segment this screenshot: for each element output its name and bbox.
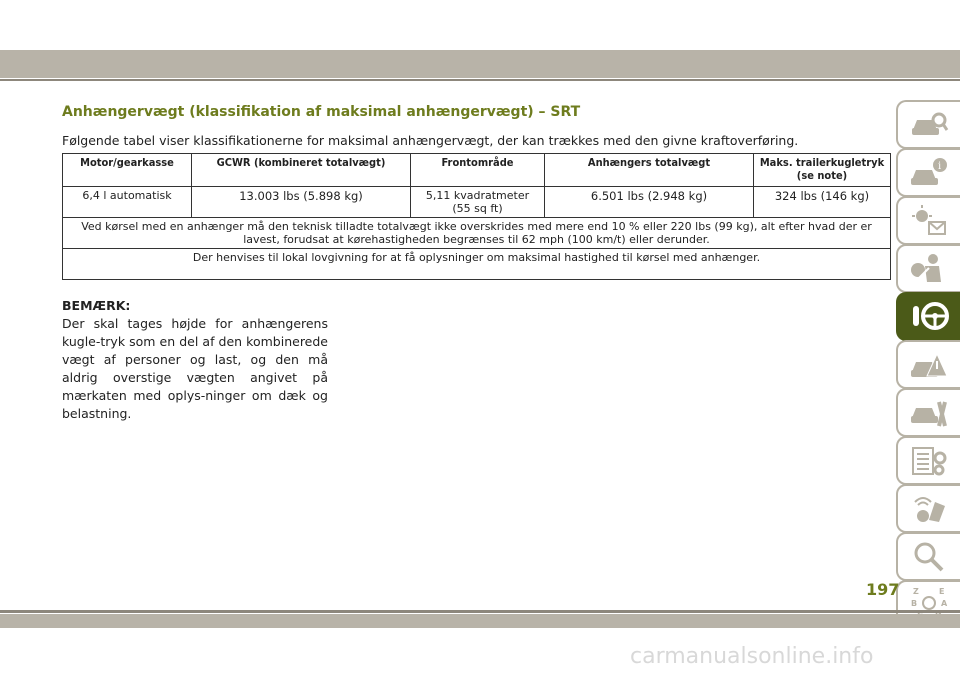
svg-text:E: E xyxy=(939,587,945,596)
tab-search[interactable] xyxy=(896,532,960,581)
note-text: Der skal tages højde for anhængerens kugle-tryk som en del af den kombinerede vægt af personer og last, og den må aldrig overstige vægten angivet på mærkaten med oplys-ninger om dæk og belastning. xyxy=(62,316,328,421)
chapter-sidebar xyxy=(896,100,960,608)
footer-rule xyxy=(0,610,960,613)
tab-car-service[interactable] xyxy=(896,388,960,437)
airbag-safety-icon xyxy=(909,252,949,286)
col-header: Frontområde xyxy=(411,154,545,187)
footer-bar xyxy=(0,614,960,628)
table-footnote-row xyxy=(63,218,891,249)
tab-airbag-safety[interactable] xyxy=(896,244,960,293)
col-header: Motor/gearkasse xyxy=(63,154,192,187)
note-title: BEMÆRK: xyxy=(62,298,131,313)
car-emergency-icon xyxy=(909,348,949,382)
section-heading: Anhængervægt (klassifikation af maksimal anhængervægt) – SRT xyxy=(62,104,581,120)
towing-table xyxy=(62,153,891,280)
svg-text:i: i xyxy=(938,160,942,172)
tab-car-info[interactable] xyxy=(896,148,960,197)
table-cell: 6.501 lbs (2.948 kg) xyxy=(545,187,754,218)
tab-multimedia[interactable] xyxy=(896,484,960,533)
table-footnote: Ved kørsel med en anhænger må den teknisk tilladte totalvægt ikke overskrides med mere end 10 % eller 220 lbs (99 kg), alt efter hvad der er lavest, forudsat at kørehastigheden begrænses til 62 mph (100 km/t) eller derunder. xyxy=(63,218,891,249)
car-service-icon xyxy=(909,396,949,430)
steering-wheel-icon xyxy=(909,300,949,334)
car-search-icon xyxy=(909,108,949,142)
header-rule xyxy=(0,79,960,81)
table-footnote: Der henvises til lokal lovgivning for at få oplysninger om maksimal hastighed til kørsel med anhænger. xyxy=(63,249,891,280)
svg-text:A: A xyxy=(941,599,948,608)
specifications-icon xyxy=(909,444,949,478)
col-header: Maks. trailerkugletryk (se note) xyxy=(754,154,891,187)
tab-steering-wheel[interactable] xyxy=(896,292,960,341)
watermark: carmanualsonline.info xyxy=(630,644,874,669)
intro-text: Følgende tabel viser klassifikationerne for maksimal anhængervægt, der kan trækkes med den givne kraftoverføring. xyxy=(62,133,799,148)
tab-car-search[interactable] xyxy=(896,100,960,149)
table-cell: 5,11 kvadratmeter (55 sq ft) xyxy=(411,187,545,218)
table-cell: 13.003 lbs (5.898 kg) xyxy=(192,187,411,218)
tab-specifications[interactable] xyxy=(896,436,960,485)
tab-warning-lights[interactable] xyxy=(896,196,960,245)
car-info-icon xyxy=(909,156,949,190)
page-number: 197 xyxy=(866,580,900,599)
table-footnote-row xyxy=(63,249,891,280)
table-cell: 6,4 l automatisk xyxy=(63,187,192,218)
svg-text:B: B xyxy=(911,599,918,608)
header-bar xyxy=(0,50,960,78)
tab-car-emergency[interactable] xyxy=(896,340,960,389)
table-cell: 324 lbs (146 kg) xyxy=(754,187,891,218)
col-header: Anhængers totalvægt xyxy=(545,154,754,187)
search-icon xyxy=(909,540,949,574)
col-header: GCWR (kombineret totalvægt) xyxy=(192,154,411,187)
table-header-row xyxy=(63,154,891,187)
note-block xyxy=(62,297,328,423)
multimedia-icon xyxy=(909,492,949,526)
warning-lights-icon xyxy=(909,204,949,238)
svg-text:Z: Z xyxy=(913,587,919,596)
table-row xyxy=(63,187,891,218)
